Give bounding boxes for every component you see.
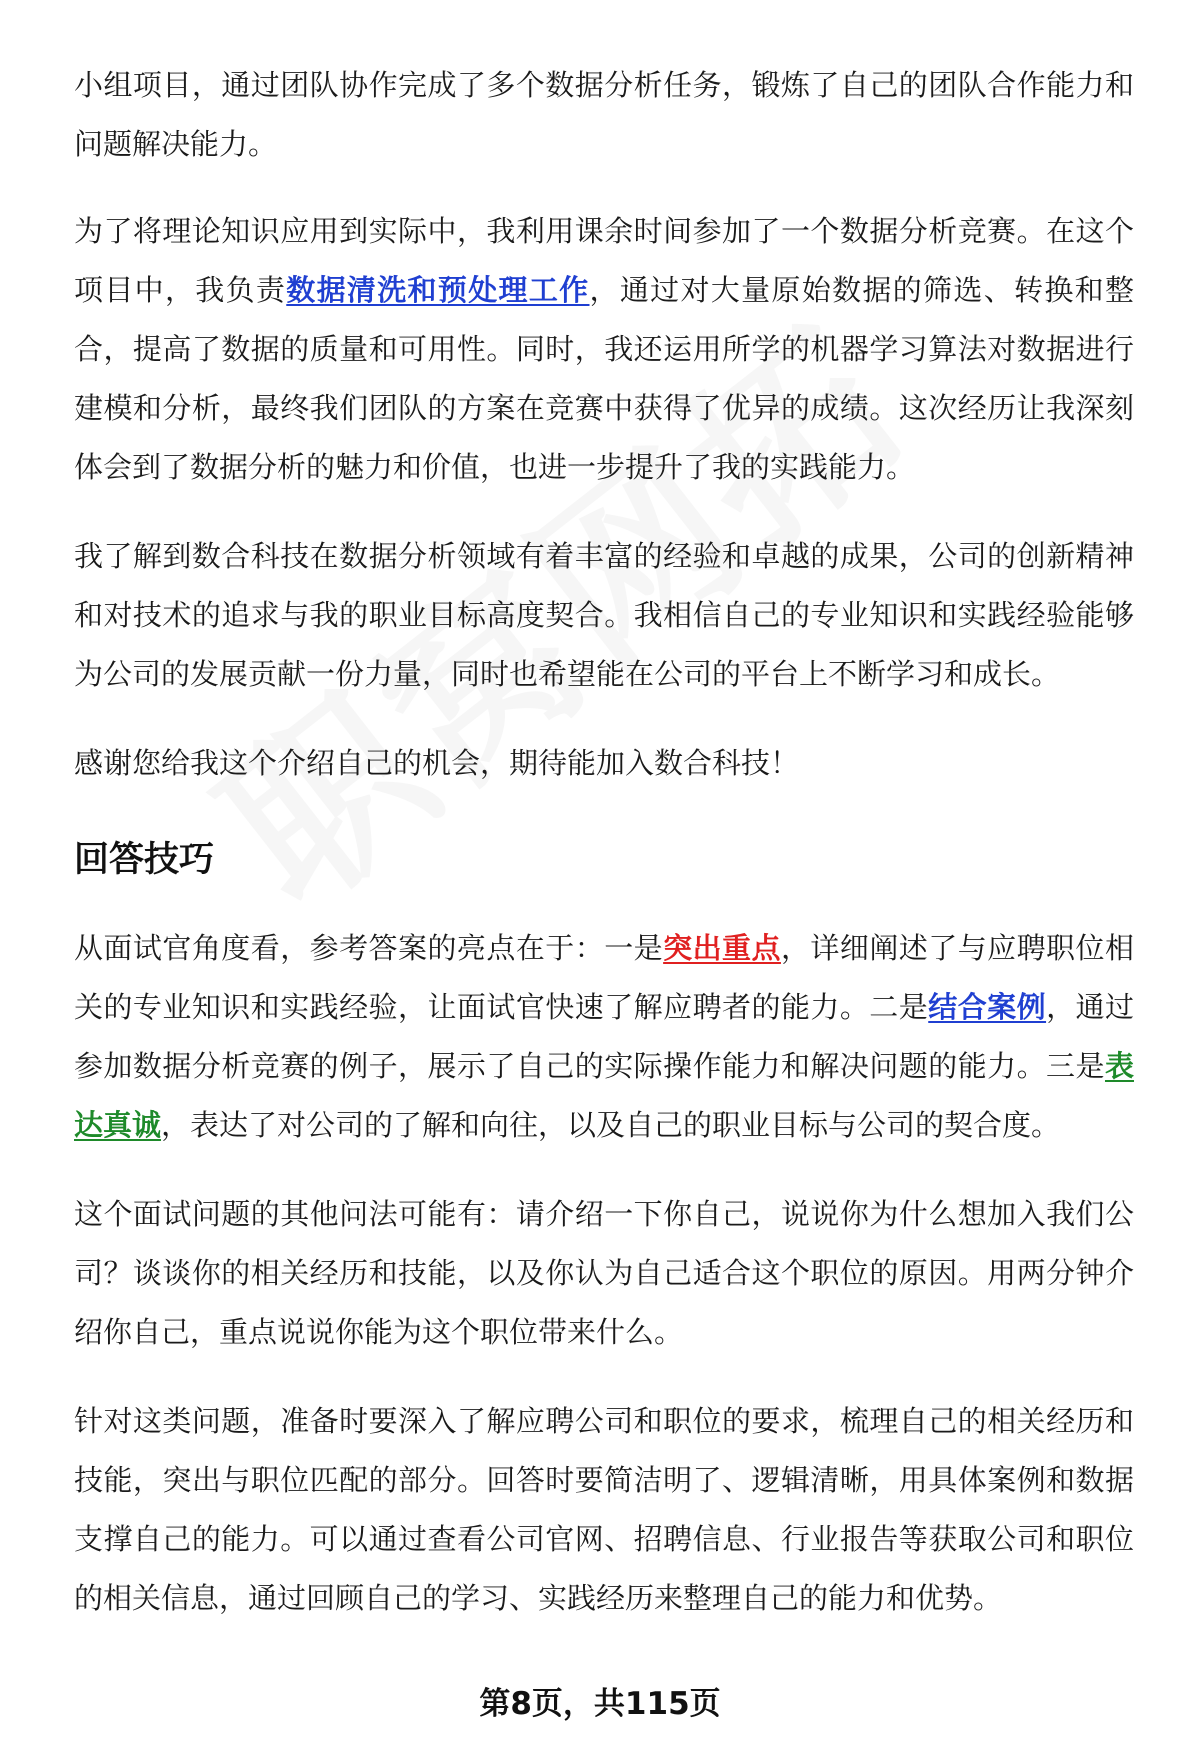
paragraph-company-fit: 我了解到数合科技在数据分析领域有着丰富的经验和卓越的成果，公司的创新精神和对技术的追求与我的职业目标高度契合。我相信自己的专业知识和实践经验能够为公司的发展贡献一份力量，同时也希望能在公司的平台上不断学习和成长。 (74, 539, 1134, 691)
paragraph-text: ，通过参加数据分析竞赛的例子，展示了自己的实际操作能力和解决问题的能力。三是 (74, 990, 1134, 1083)
highlight-focus: 突出重点 (663, 931, 781, 965)
paragraph-text: ，通过对大量原始数据的筛选、转换和整合，提高了数据的质量和可用性。同时，我还运用所学的机器学习算法对数据进行建模和分析，最终我们团队的方案在竞赛中获得了优异的成绩。这次经历让我深刻体会到了数据分析的魅力和价值，也进一步提升了我的实践能力。 (74, 273, 1134, 484)
highlight-data-cleaning: 数据清洗和预处理工作 (286, 273, 590, 307)
paragraph-team-project: 小组项目，通过团队协作完成了多个数据分析任务，锻炼了自己的团队合作能力和问题解决能力。 (74, 68, 1134, 161)
paragraph-text: 从面试官角度看，参考答案的亮点在于：一是 (74, 931, 664, 965)
paragraph-text: ，详细阐述了与应聘职位相关的专业知识和实践经验，让面试官快速了解应聘者的能力。二是 (74, 931, 1134, 1024)
paragraph-alternative-questions: 这个面试问题的其他问法可能有：请介绍一下你自己，说说你为什么想加入我们公司？谈谈你的相关经历和技能，以及你认为自己适合这个职位的原因。用两分钟介绍你自己，重点说说你能为这个职位带来什么。 (74, 1197, 1134, 1349)
page-number: 第8页，共115页 (479, 1686, 721, 1722)
paragraph-preparation: 针对这类问题，准备时要深入了解应聘公司和职位的要求，梳理自己的相关经历和技能，突出与职位匹配的部分。回答时要简洁明了、逻辑清晰，用具体案例和数据支撑自己的能力。可以通过查看公司官网、招聘信息、行业报告等获取公司和职位的相关信息，通过回顾自己的学习、实践经历来整理自己的能力和优势。 (74, 1404, 1134, 1615)
paragraph-text: 为了将理论知识应用到实际中，我利用课余时间参加了一个数据分析竞赛。在这个项目中，我负责 (74, 214, 1134, 307)
highlight-cases: 结合案例 (928, 990, 1047, 1024)
paragraph-thanks: 感谢您给我这个介绍自己的机会，期待能加入数合科技！ (74, 746, 800, 780)
section-title: 回答技巧 (74, 840, 215, 880)
document-body (74, 56, 1134, 1658)
highlight-sincerity: 表达真诚 (74, 1049, 1134, 1142)
paragraph-text: ，表达了对公司的了解和向往，以及自己的职业目标与公司的契合度。 (161, 1108, 1061, 1142)
paragraph-highlights (74, 919, 1134, 1155)
paragraph-competition (74, 202, 1134, 497)
